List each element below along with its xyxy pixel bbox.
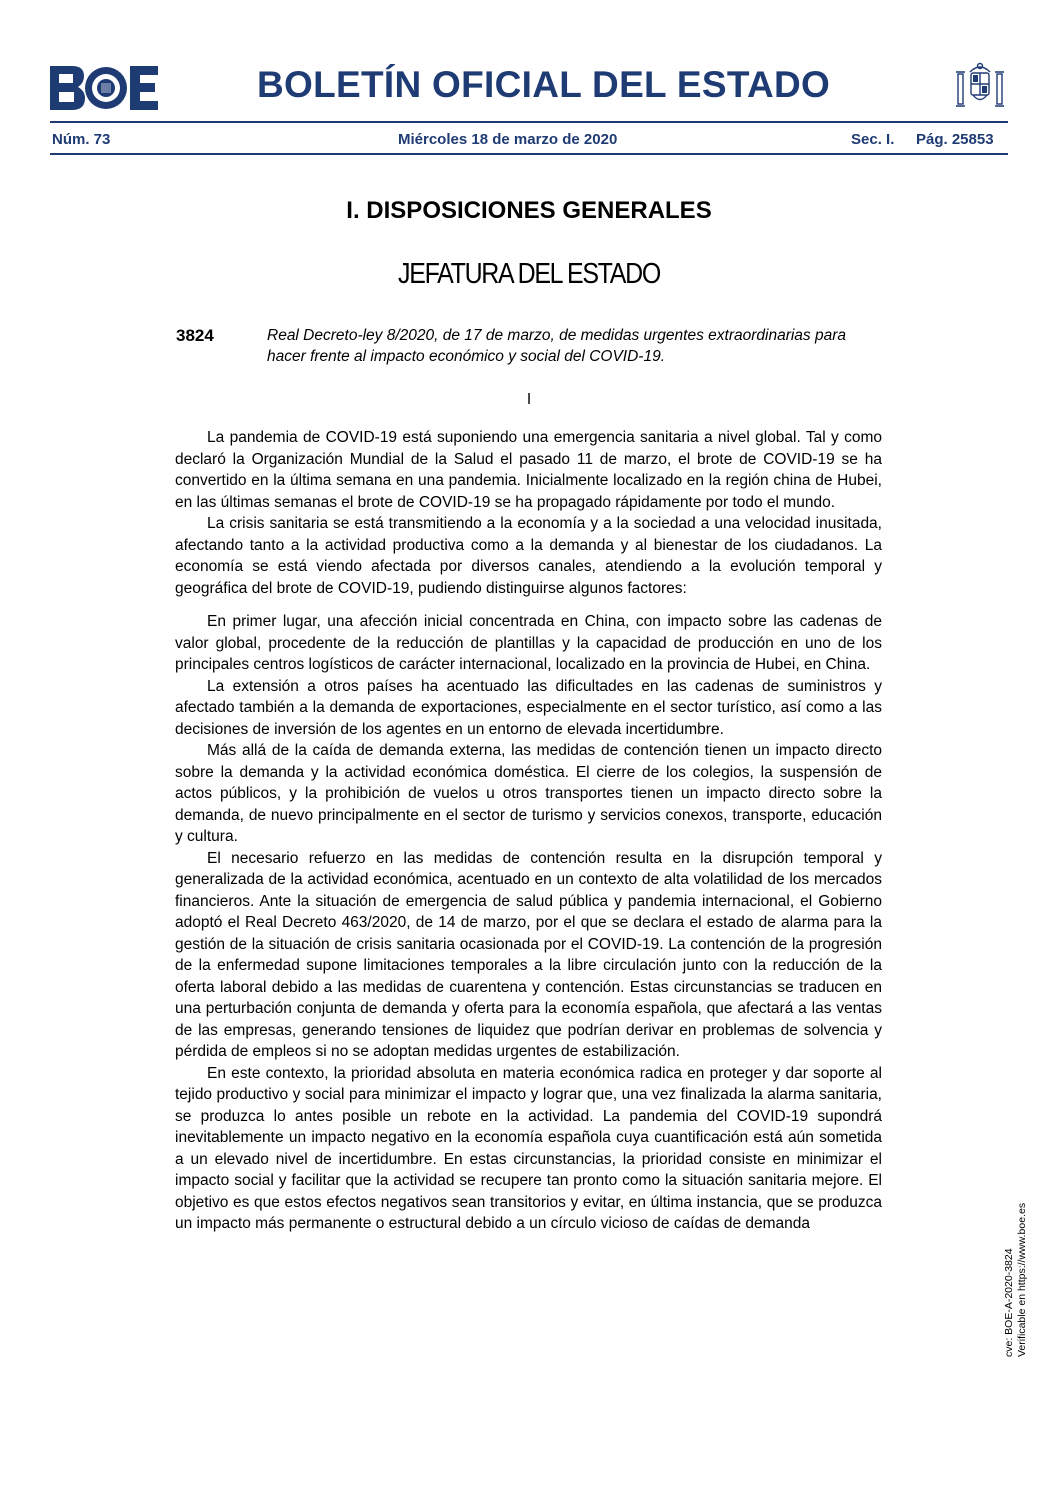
disposition-number: 3824 (176, 326, 214, 345)
cve-code: cve: BOE-A-2020-3824 (1003, 1248, 1015, 1357)
gazette-title: BOLETÍN OFICIAL DEL ESTADO (257, 64, 831, 105)
boe-logo (50, 66, 158, 110)
preamble-section-number: I (526, 391, 532, 408)
department-heading: JEFATURA DEL ESTADO (398, 258, 660, 290)
coat-of-arms-icon (952, 58, 1008, 114)
issue-date: Miércoles 18 de marzo de 2020 (398, 131, 618, 148)
section-heading: I. DISPOSICIONES GENERALES (346, 197, 712, 224)
paragraph: En este contexto, la prioridad absoluta en materia económica radica en proteger y dar soporte al tejido productivo y social para minimizar el impacto y lograr que, una vez finalizada la alarma sanitaria, se produzca lo antes posible un rebote en la actividad. La pandemia del COVID-19 supondrá inevitablemente un impacto negativo en la economía española cuya cuantificación está aún sometida a un elevado nivel de incertidumbre. En estas circunstancias, la prioridad consiste en minimizar el impacto social y facilitar que la actividad se recupere tan pronto como la situación sanitaria mejore. El objetivo es que estos efectos negativos sean transitorios y evitar, en última instancia, que se produzca un impacto más permanente o estructural debido a un círculo vicioso de caídas de demanda (175, 1064, 882, 1232)
disposition-title: Real Decreto-ley 8/2020, de 17 de marzo, de medidas urgentes extraordinarias para hacer frente al impacto económico y social del COVID-19. (267, 327, 846, 365)
header-top-rule (50, 121, 1008, 123)
verification-url[interactable]: Verificable en https://www.boe.es (1016, 1202, 1028, 1357)
masthead (50, 58, 1010, 118)
header-bottom-rule (50, 153, 1008, 155)
document-body (175, 427, 882, 1235)
page-number: Pág. 25853 (916, 131, 994, 148)
paragraph: El necesario refuerzo en las medidas de contención resulta en la disrupción temporal y generalizada de la actividad económica, acentuado en un contexto de alta volatilidad de los mercados financieros. Ante la situación de emergencia de salud pública y pandemia internacional, el Gobierno adoptó el Real Decreto 463/2020, de 14 de marzo, por el que se declara el estado de alarma para la gestión de la situación de crisis sanitaria ocasionada por el COVID-19. La contención de la progresión de la enfermedad supone limitaciones temporales a la libre circulación junto con la reducción de la oferta laboral debido a las medidas de cuarentena y contención. Estas circunstancias se traducen en una perturbación conjunta de demanda y oferta para la economía española, que afectará a las ventas de las empresas, generando tensiones de liquidez que podrían derivar en problemas de solvencia y pérdida de empleos si no se adoptan medidas urgentes de estabilización. (175, 849, 882, 1060)
section-label: Sec. I. (851, 131, 895, 148)
issue-number: Núm. 73 (52, 131, 111, 148)
paragraph: Más allá de la caída de demanda externa, las medidas de contención tienen un impacto directo sobre la demanda y la actividad económica doméstica. El cierre de los colegios, la suspensión de actos públicos, y la prohibición de vuelos u otros transportes tienen un impacto directo sobre la demanda, de nuevo principalmente en el sector de turismo y servicios conexos, transporte, educación y cultura. (175, 742, 882, 845)
paragraph: En primer lugar, una afección inicial concentrada en China, con impacto sobre las cadenas de valor global, procedente de la reducción de plantillas y la capacidad de producción en uno de los principales centros logísticos de carácter internacional, localizado en la provincia de Hubei, en China. (175, 613, 882, 673)
verification-note (1003, 1203, 1029, 1357)
paragraph: La crisis sanitaria se está transmitiendo a la economía y a la sociedad a una velocidad inusitada, afectando tanto a la actividad productiva como a la demanda y al bienestar de los ciudadanos. La economía se está viendo afectada por diversos canales, atendiendo a la evolución temporal y geográfica del brote de COVID-19, pudiendo distinguirse algunos factores: (175, 515, 882, 597)
paragraph: La pandemia de COVID-19 está suponiendo una emergencia sanitaria a nivel global. Tal y como declaró la Organización Mundial de la Salud el pasado 11 de marzo, el brote de COVID-19 se ha convertido en la última semana en una pandemia. Inicialmente localizado en la región china de Hubei, en las últimas semanas el brote de COVID-19 se ha propagado rápidamente por todo el mundo. (175, 429, 882, 511)
paragraph: La extensión a otros países ha acentuado las dificultades en las cadenas de suministros y afectado también a la demanda de exportaciones, especialmente en el sector turístico, así como a las decisiones de inversión de los agentes en un entorno de elevada incertidumbre. (175, 677, 882, 738)
